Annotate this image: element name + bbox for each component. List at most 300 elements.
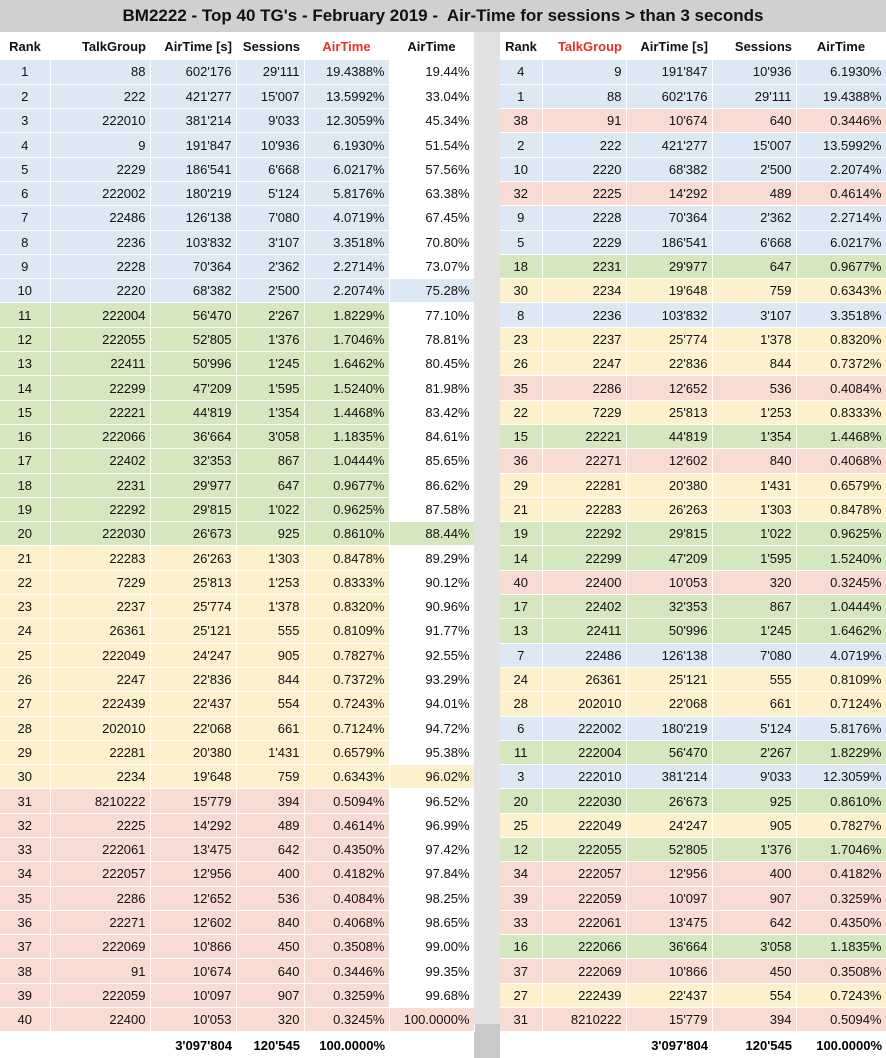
airtime-percent-cell: 0.8333% [304,570,389,594]
talkgroup-cell: 222069 [542,959,626,983]
airtime-percent-cell: 1.5240% [304,376,389,400]
talkgroup-cell: 2229 [542,230,626,254]
airtime-seconds-cell: 14'292 [626,181,712,205]
rank-cell: 28 [0,716,50,740]
talkgroup-cell: 22486 [542,643,626,667]
airtime-percent-cell: 0.8109% [796,667,886,691]
table-row [0,254,474,278]
sessions-cell: 907 [236,983,304,1007]
airtime-percent-cell: 0.5094% [304,789,389,813]
airtime-percent-cell: 6.0217% [796,230,886,254]
airtime-seconds-cell: 10'097 [150,983,236,1007]
sessions-cell: 1'431 [712,473,796,497]
airtime-seconds-cell: 70'364 [626,206,712,230]
airtime-percent-cell: 1.7046% [796,838,886,862]
airtime-seconds-cell: 25'813 [150,570,236,594]
airtime-percent-cell: 0.8320% [304,595,389,619]
airtime-seconds-cell: 12'956 [150,862,236,886]
table-row [500,813,886,837]
airtime-percent-cell: 2.2074% [796,157,886,181]
airtime-percent-cell: 0.8610% [796,789,886,813]
sessions-cell: 489 [712,181,796,205]
airtime-percent-cell: 12.3059% [304,109,389,133]
talkgroup-cell: 22400 [50,1008,150,1032]
totals-row [500,1032,886,1058]
talkgroup-sorted-table-panel [500,32,886,1058]
table-row [500,230,886,254]
table-row [500,862,886,886]
airtime-seconds-cell: 12'602 [626,449,712,473]
talkgroup-cell: 26361 [50,619,150,643]
airtime-cumulative-cell: 99.35% [389,959,474,983]
sessions-cell: 642 [712,910,796,934]
rank-cell: 37 [500,959,542,983]
airtime-percent-cell: 0.8478% [304,546,389,570]
sessions-cell: 661 [712,692,796,716]
table-row [500,254,886,278]
airtime-cumulative-cell: 57.56% [389,157,474,181]
sessions-cell: 554 [236,692,304,716]
table-row [500,740,886,764]
table-row [0,570,474,594]
ranking-table-panel [0,32,474,1058]
airtime-cumulative-cell: 90.96% [389,595,474,619]
airtime-cumulative-cell: 73.07% [389,254,474,278]
table-row [0,400,474,424]
sessions-cell: 9'033 [712,765,796,789]
rank-cell: 12 [500,838,542,862]
talkgroup-cell: 2236 [542,303,626,327]
airtime-percent-cell: 19.4388% [304,60,389,84]
totals-row [0,1032,474,1058]
rank-cell: 17 [0,449,50,473]
table-row [0,1008,474,1032]
airtime-cumulative-cell: 63.38% [389,181,474,205]
sessions-cell: 2'500 [236,279,304,303]
airtime-percent-cell: 19.4388% [796,84,886,108]
talkgroup-cell: 91 [50,959,150,983]
sessions-cell: 10'936 [236,133,304,157]
talkgroup-cell: 22486 [50,206,150,230]
talkgroup-cell: 88 [542,84,626,108]
talkgroup-cell: 7229 [50,570,150,594]
rank-cell: 7 [500,643,542,667]
rank-cell: 39 [0,983,50,1007]
airtime-seconds-cell: 24'247 [626,813,712,837]
sessions-cell: 640 [236,959,304,983]
airtime-seconds-cell: 25'813 [626,400,712,424]
airtime-cumulative-cell: 92.55% [389,643,474,667]
airtime-seconds-cell: 381'214 [150,109,236,133]
airtime-seconds-cell: 10'866 [626,959,712,983]
sessions-cell: 1'376 [236,327,304,351]
sessions-cell: 1'022 [236,497,304,521]
talkgroup-cell: 222439 [50,692,150,716]
airtime-percent-cell: 0.8478% [796,497,886,521]
header-rank[interactable]: Rank [500,32,542,60]
table-row [500,400,886,424]
rank-cell: 16 [500,935,542,959]
rank-cell: 5 [500,230,542,254]
airtime-seconds-cell: 10'674 [150,959,236,983]
sessions-cell: 1'354 [712,424,796,448]
airtime-seconds-cell: 19'648 [150,765,236,789]
airtime-percent-cell: 0.4614% [796,181,886,205]
table-row [500,570,886,594]
sessions-cell: 536 [236,886,304,910]
airtime-seconds-cell: 602'176 [626,84,712,108]
airtime-cumulative-cell: 96.52% [389,789,474,813]
header-airtime-seconds[interactable]: AirTime [s] [150,32,236,60]
airtime-seconds-cell: 25'121 [150,619,236,643]
airtime-percent-cell: 0.9625% [304,497,389,521]
sessions-cell: 1'253 [712,400,796,424]
rank-cell: 25 [500,813,542,837]
airtime-percent-cell: 0.7124% [304,716,389,740]
rank-cell: 16 [0,424,50,448]
rank-cell: 37 [0,935,50,959]
table-row [0,376,474,400]
airtime-seconds-cell: 602'176 [150,60,236,84]
rank-cell: 11 [0,303,50,327]
airtime-seconds-cell: 421'277 [626,133,712,157]
talkgroup-cell: 2234 [50,765,150,789]
rank-cell: 20 [500,789,542,813]
table-row [500,157,886,181]
talkgroup-cell: 222066 [50,424,150,448]
talkgroup-cell: 2247 [50,667,150,691]
rank-cell: 36 [0,910,50,934]
airtime-seconds-cell: 126'138 [150,206,236,230]
ranking-table-body [0,60,474,1032]
sessions-cell: 640 [712,109,796,133]
header-airtime-percent[interactable]: AirTime [304,32,389,60]
header-airtime-percent[interactable]: AirTime [796,32,886,60]
airtime-cumulative-cell: 97.84% [389,862,474,886]
rank-cell: 39 [500,886,542,910]
airtime-seconds-cell: 12'652 [150,886,236,910]
talkgroup-cell: 202010 [50,716,150,740]
airtime-percent-cell: 0.3259% [796,886,886,910]
table-row [0,619,474,643]
airtime-cumulative-cell: 95.38% [389,740,474,764]
sessions-cell: 2'267 [712,740,796,764]
sessions-cell: 867 [236,449,304,473]
rank-cell: 25 [0,643,50,667]
airtime-cumulative-cell: 85.65% [389,449,474,473]
talkgroup-cell: 22281 [542,473,626,497]
sessions-cell: 1'595 [236,376,304,400]
airtime-seconds-cell: 29'977 [150,473,236,497]
rank-cell: 27 [500,983,542,1007]
rank-cell: 22 [0,570,50,594]
table-row [500,181,886,205]
sessions-cell: 867 [712,595,796,619]
table-row [500,1008,886,1032]
talkgroup-cell: 2234 [542,279,626,303]
talkgroup-cell: 22221 [50,400,150,424]
header-talkgroup[interactable]: TalkGroup [542,32,626,60]
rank-cell: 34 [500,862,542,886]
table-row [500,692,886,716]
rank-cell: 21 [0,546,50,570]
airtime-seconds-cell: 56'470 [626,740,712,764]
airtime-seconds-cell: 10'866 [150,935,236,959]
rank-cell: 12 [0,327,50,351]
sessions-cell: 925 [236,522,304,546]
airtime-percent-cell: 0.6579% [304,740,389,764]
table-row [0,473,474,497]
airtime-percent-cell: 3.3518% [796,303,886,327]
airtime-percent-cell: 0.3245% [304,1008,389,1032]
rank-cell: 1 [0,60,50,84]
sessions-cell: 450 [236,935,304,959]
rank-cell: 40 [500,570,542,594]
airtime-cumulative-cell: 51.54% [389,133,474,157]
airtime-seconds-cell: 25'774 [626,327,712,351]
table-row [500,352,886,376]
table-row [0,862,474,886]
talkgroup-cell: 7229 [542,400,626,424]
rank-cell: 13 [500,619,542,643]
talkgroup-cell: 22283 [50,546,150,570]
sessions-cell: 647 [712,254,796,278]
sessions-cell: 1'303 [236,546,304,570]
airtime-seconds-cell: 44'819 [626,424,712,448]
airtime-percent-cell: 5.8176% [304,181,389,205]
sessions-cell: 536 [712,376,796,400]
rank-cell: 8 [500,303,542,327]
table-row [0,716,474,740]
table-row [0,886,474,910]
talkgroup-cell: 8210222 [50,789,150,813]
sessions-cell: 1'354 [236,400,304,424]
rank-cell: 24 [0,619,50,643]
table-row [0,667,474,691]
airtime-cumulative-cell: 83.42% [389,400,474,424]
talkgroup-cell: 222030 [542,789,626,813]
table-row [500,716,886,740]
table-row [500,279,886,303]
talkgroup-cell: 22283 [542,497,626,521]
sessions-cell: 759 [236,765,304,789]
sessions-cell: 844 [236,667,304,691]
sessions-cell: 661 [236,716,304,740]
airtime-percent-cell: 0.6579% [796,473,886,497]
talkgroup-cell: 202010 [542,692,626,716]
airtime-cumulative-cell: 91.77% [389,619,474,643]
airtime-cumulative-cell: 33.04% [389,84,474,108]
sessions-cell: 320 [712,570,796,594]
talkgroup-cell: 26361 [542,667,626,691]
talkgroup-cell: 222010 [50,109,150,133]
table-row [0,546,474,570]
airtime-seconds-cell: 14'292 [150,813,236,837]
sessions-cell: 5'124 [712,716,796,740]
airtime-seconds-cell: 22'836 [626,352,712,376]
header-sessions[interactable]: Sessions [236,32,304,60]
airtime-seconds-cell: 22'437 [150,692,236,716]
airtime-percent-cell: 0.8109% [304,619,389,643]
rank-cell: 31 [500,1008,542,1032]
table-row [500,935,886,959]
sessions-cell: 907 [712,886,796,910]
table-row [0,935,474,959]
airtime-seconds-cell: 12'956 [626,862,712,886]
sessions-cell: 394 [712,1008,796,1032]
talkgroup-cell: 222049 [50,643,150,667]
header-talkgroup[interactable]: TalkGroup [50,32,150,60]
rank-cell: 19 [0,497,50,521]
sessions-cell: 10'936 [712,60,796,84]
sessions-cell: 450 [712,959,796,983]
talkgroup-cell: 222059 [50,983,150,1007]
airtime-cumulative-cell: 94.72% [389,716,474,740]
rank-cell: 15 [0,400,50,424]
airtime-seconds-cell: 47'209 [626,546,712,570]
rank-cell: 14 [0,376,50,400]
airtime-seconds-cell: 22'068 [150,716,236,740]
rank-cell: 18 [500,254,542,278]
total-airtime-percent: 100.0000% [304,1032,389,1058]
airtime-cumulative-cell: 81.98% [389,376,474,400]
rank-cell: 4 [0,133,50,157]
table-row [500,84,886,108]
sessions-cell: 925 [712,789,796,813]
talkgroup-cell: 2286 [542,376,626,400]
sessions-cell: 1'378 [712,327,796,351]
sessions-cell: 844 [712,352,796,376]
airtime-seconds-cell: 52'805 [626,838,712,862]
sessions-cell: 1'378 [236,595,304,619]
airtime-seconds-cell: 29'815 [626,522,712,546]
airtime-percent-cell: 0.7243% [796,983,886,1007]
table-row [500,497,886,521]
airtime-percent-cell: 0.9677% [304,473,389,497]
airtime-percent-cell: 0.4068% [304,910,389,934]
airtime-percent-cell: 2.2714% [304,254,389,278]
airtime-percent-cell: 1.1835% [304,424,389,448]
sessions-cell: 400 [712,862,796,886]
airtime-percent-cell: 13.5992% [796,133,886,157]
airtime-seconds-cell: 22'437 [626,983,712,1007]
sessions-cell: 320 [236,1008,304,1032]
talkgroup-cell: 22411 [50,352,150,376]
airtime-seconds-cell: 12'602 [150,910,236,934]
talkgroup-cell: 222061 [542,910,626,934]
table-row [0,643,474,667]
airtime-percent-cell: 1.0444% [796,595,886,619]
airtime-cumulative-cell: 78.81% [389,327,474,351]
sessions-cell: 6'668 [712,230,796,254]
airtime-cumulative-cell: 93.29% [389,667,474,691]
total-sessions: 120'545 [712,1032,796,1058]
total-airtime: 3'097'804 [150,1032,236,1058]
airtime-cumulative-cell: 98.65% [389,910,474,934]
talkgroup-cell: 88 [50,60,150,84]
airtime-percent-cell: 1.1835% [796,935,886,959]
rank-cell: 32 [500,181,542,205]
airtime-percent-cell: 1.6462% [304,352,389,376]
table-row [500,546,886,570]
table-row [500,522,886,546]
rank-cell: 20 [0,522,50,546]
header-airtime-seconds[interactable]: AirTime [s] [626,32,712,60]
airtime-seconds-cell: 191'847 [626,60,712,84]
table-row [0,206,474,230]
table-row [0,813,474,837]
airtime-percent-cell: 1.0444% [304,449,389,473]
airtime-seconds-cell: 180'219 [626,716,712,740]
talkgroup-cell: 22281 [50,740,150,764]
table-row [0,449,474,473]
talkgroup-cell: 2237 [50,595,150,619]
table-row [500,959,886,983]
table-row [0,424,474,448]
rank-cell: 23 [0,595,50,619]
airtime-seconds-cell: 20'380 [626,473,712,497]
sessions-cell: 1'303 [712,497,796,521]
rank-cell: 22 [500,400,542,424]
airtime-seconds-cell: 68'382 [150,279,236,303]
airtime-seconds-cell: 381'214 [626,765,712,789]
airtime-cumulative-cell: 90.12% [389,570,474,594]
table-row [0,133,474,157]
airtime-percent-cell: 0.3245% [796,570,886,594]
sessions-cell: 1'245 [712,619,796,643]
talkgroup-cell: 222066 [542,935,626,959]
sessions-cell: 3'107 [712,303,796,327]
rank-cell: 35 [0,886,50,910]
rank-cell: 26 [0,667,50,691]
talkgroup-cell: 22292 [50,497,150,521]
table-row [500,667,886,691]
airtime-percent-cell: 0.7243% [304,692,389,716]
airtime-percent-cell: 0.4084% [304,886,389,910]
talkgroup-cell: 22402 [50,449,150,473]
talkgroup-cell: 222030 [50,522,150,546]
table-row [500,376,886,400]
airtime-seconds-cell: 32'353 [150,449,236,473]
rank-cell: 10 [0,279,50,303]
sessions-cell: 5'124 [236,181,304,205]
airtime-cumulative-cell: 99.68% [389,983,474,1007]
header-airtime-cumulative[interactable]: AirTime [389,32,474,60]
rank-cell: 30 [500,279,542,303]
sessions-cell: 7'080 [236,206,304,230]
airtime-percent-cell: 2.2074% [304,279,389,303]
airtime-seconds-cell: 70'364 [150,254,236,278]
header-sessions[interactable]: Sessions [712,32,796,60]
airtime-seconds-cell: 186'541 [150,157,236,181]
airtime-seconds-cell: 26'263 [626,497,712,521]
table-row [500,60,886,84]
airtime-seconds-cell: 10'674 [626,109,712,133]
header-rank[interactable]: Rank [0,32,50,60]
airtime-seconds-cell: 25'121 [626,667,712,691]
airtime-percent-cell: 12.3059% [796,765,886,789]
rank-cell: 14 [500,546,542,570]
talkgroup-cell: 22400 [542,570,626,594]
talkgroup-cell: 2286 [50,886,150,910]
airtime-seconds-cell: 68'382 [626,157,712,181]
airtime-seconds-cell: 32'353 [626,595,712,619]
airtime-percent-cell: 0.8320% [796,327,886,351]
airtime-seconds-cell: 103'832 [626,303,712,327]
rank-cell: 34 [0,862,50,886]
rank-cell: 30 [0,765,50,789]
table-row [0,692,474,716]
